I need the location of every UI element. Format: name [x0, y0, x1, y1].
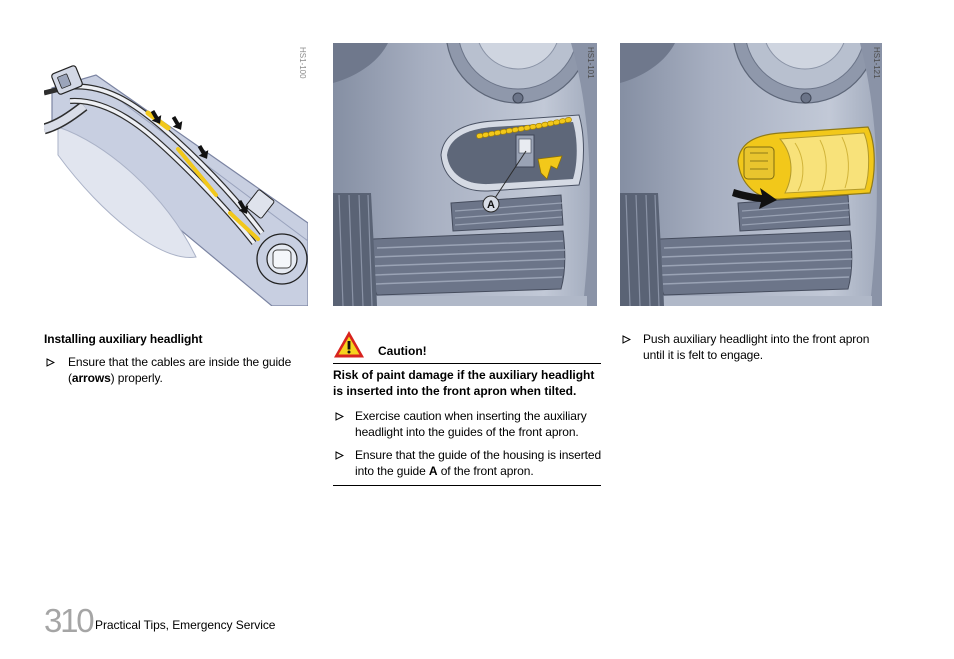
washer-nozzle	[801, 93, 811, 103]
caution-divider-top	[333, 363, 601, 364]
washer-nozzle	[513, 93, 523, 103]
caution-step	[333, 408, 607, 440]
warning-triangle-icon	[333, 330, 365, 359]
guide-bracket-plate	[519, 139, 531, 153]
bullet-triangle-shape	[336, 413, 343, 420]
caution-title: Caution!	[378, 344, 427, 358]
bullet-triangle-icon	[335, 412, 344, 421]
figure-headlight-cable-guides	[44, 43, 308, 306]
instruction-step	[44, 354, 308, 386]
bumper-lip	[377, 296, 587, 306]
figure-code: HS1-121	[872, 47, 881, 79]
bullet-triangle-icon	[622, 335, 631, 344]
instruction-step	[620, 331, 885, 363]
step-text: Push auxiliary headlight into the front apron until it is felt to engage.	[643, 332, 870, 362]
page-number: 310	[44, 602, 93, 639]
caution-divider-bottom	[333, 485, 601, 486]
section-heading: Installing auxiliary headlight	[44, 332, 203, 346]
bullet-triangle-shape	[47, 359, 54, 366]
bulb-socket-cap	[273, 250, 291, 268]
step-text-emphasis: arrows	[71, 371, 111, 385]
bullet-triangle-icon	[46, 358, 55, 367]
callout-label: A	[487, 199, 495, 211]
figure-front-apron-guide	[333, 43, 597, 306]
step-text: Exercise caution when inserting the auxiliary headlight into the guides of the front apron.	[355, 409, 587, 439]
caution-risk-text: Risk of paint damage if the auxiliary headlight is inserted into the front apron when tilted.	[333, 368, 595, 398]
step-text: ) properly.	[110, 371, 163, 385]
exclamation-dot	[348, 351, 351, 354]
bullet-triangle-shape	[336, 452, 343, 459]
step-text: Ensure that the cables are inside the guide (	[68, 355, 292, 385]
bullet-triangle-icon	[335, 451, 344, 460]
step-text: of the front apron.	[437, 464, 534, 478]
figure-headlight-inserted	[620, 43, 882, 306]
footer-section-title: Practical Tips, Emergency Service	[95, 618, 276, 632]
bumper-lip	[664, 296, 872, 306]
figure-code: HS1-100	[298, 47, 307, 79]
figure-code: HS1-101	[586, 47, 595, 79]
exclamation-bar	[348, 341, 351, 350]
bullet-triangle-shape	[623, 336, 630, 343]
auxiliary-headlight-connector	[744, 147, 774, 179]
caution-step	[333, 447, 607, 479]
step-text: Ensure that the guide of the housing is inserted into the guide	[355, 448, 602, 478]
step-text-emphasis: A	[428, 464, 438, 478]
